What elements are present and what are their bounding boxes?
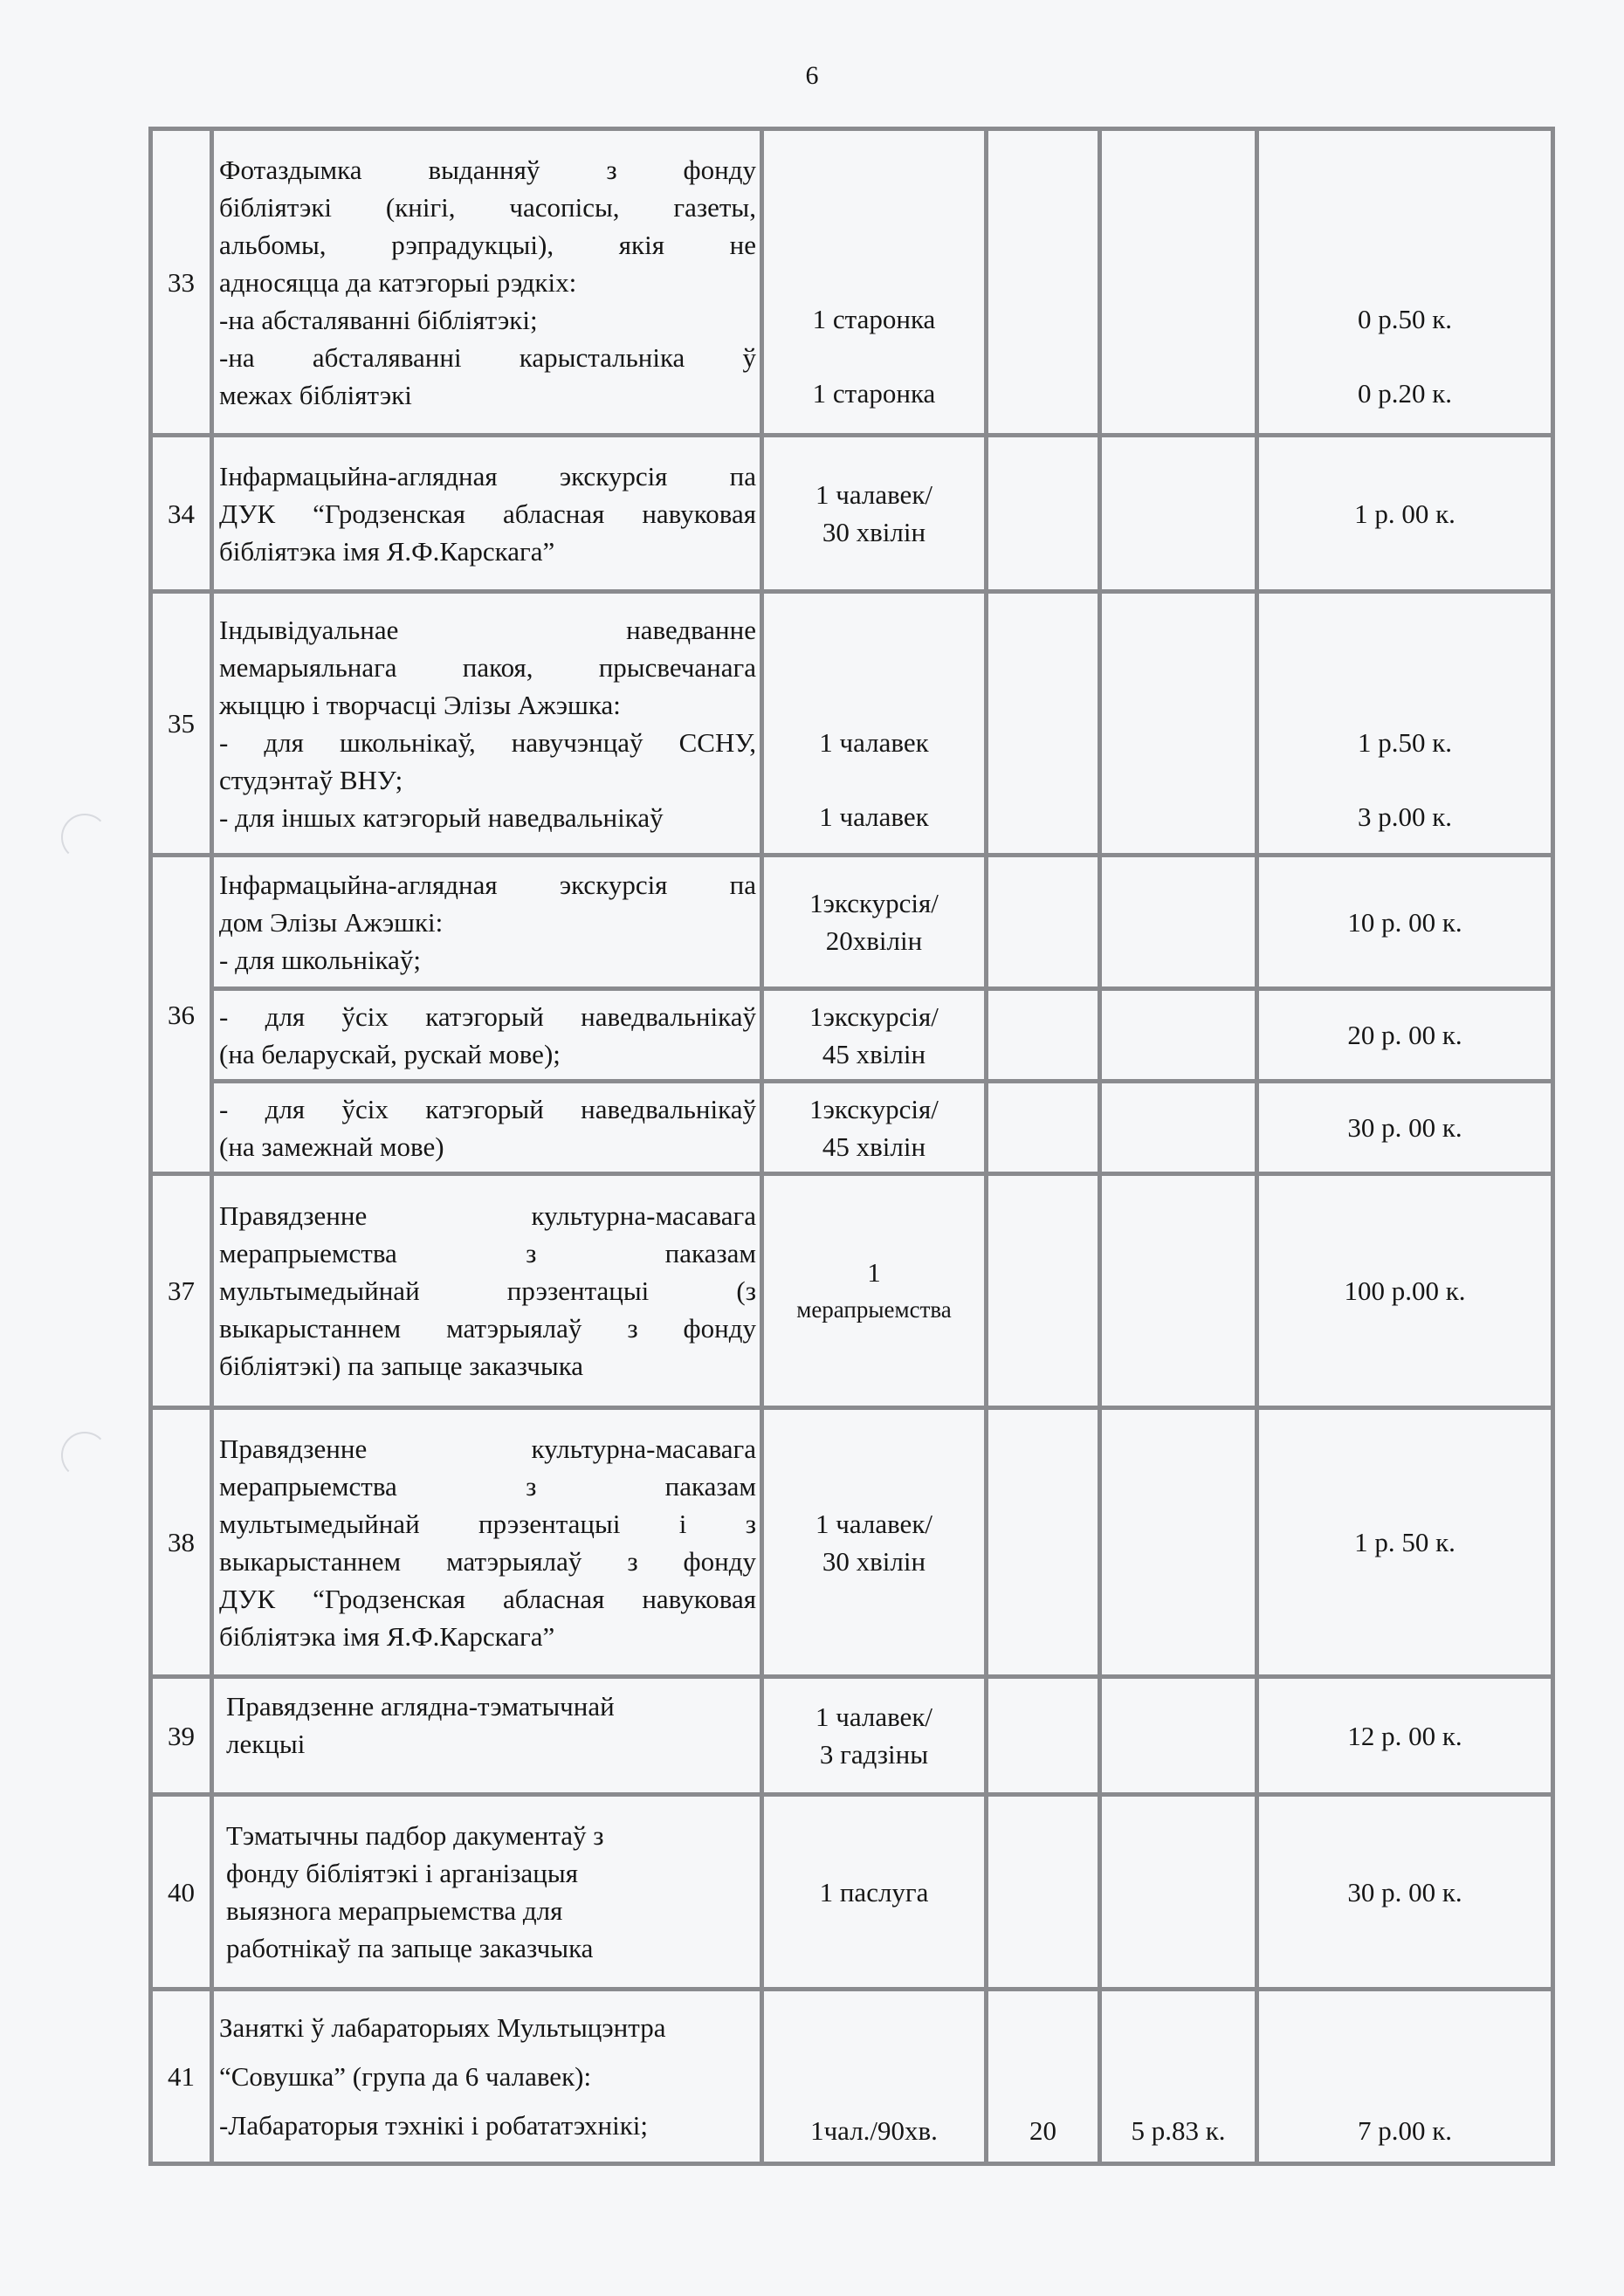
unit-value: 1 старонка [812, 304, 936, 334]
description-line: выкарыстаннем матэрыялаў з фонду [219, 1313, 756, 1344]
price-value: 100 р.00 к. [1257, 1174, 1553, 1408]
description-line: (на беларускай, рускай мове); [219, 1038, 561, 1069]
empty-cell [1100, 1174, 1257, 1408]
description-line: дом Элізы Ажэшкі: [219, 906, 444, 938]
unit-cell [762, 129, 987, 436]
service-description [212, 989, 762, 1082]
description-line: Правядзенне аглядна-тэматычнай [226, 1691, 615, 1722]
price-cell [1257, 592, 1553, 856]
price-value: 3 р.00 к. [1357, 801, 1453, 832]
description-line: - для ўсіх катэгорый наведвальнікаў [219, 1000, 756, 1032]
price-value: 10 р. 00 к. [1257, 856, 1553, 989]
price-value: 1 р. 00 к. [1257, 436, 1553, 592]
unit-cell [762, 1408, 987, 1677]
description-line: Заняткі ў лабараторыях Мультыцэнтра [219, 2011, 666, 2043]
unit-value: мерапрыемства [796, 1296, 952, 1323]
description-line: Правядзенне культурна-масавага [219, 1200, 756, 1231]
empty-cell [987, 1795, 1100, 1990]
empty-cell [1100, 989, 1257, 1082]
description-line: Фотаздымка выданняў з фонду [219, 154, 756, 185]
row-number: 39 [151, 1677, 212, 1795]
description-line: мемарыяльнага пакоя, прысвечанага [219, 651, 756, 683]
punch-hole-mark [61, 1432, 108, 1479]
unit-value: 1экскурсія/ [809, 1000, 939, 1032]
unit-value: 45 хвілін [822, 1038, 926, 1069]
unit-value: 1экскурсія/ [809, 1093, 939, 1124]
unit-cell [762, 1174, 987, 1408]
description-line: лекцыі [226, 1729, 306, 1759]
table-row [151, 1677, 1553, 1795]
unit-value: 1чал./90хв. [762, 1990, 987, 2164]
description-line: Інфармацыйна-аглядная экскурсія па [219, 869, 756, 900]
unit-value: 1 чалавек [819, 801, 929, 832]
unit-value: 1 чалавек/ [815, 1701, 932, 1732]
description-line: ДУК “Гродзенская абласная навуковая [219, 1583, 756, 1614]
unit-value: 45 хвілін [822, 1131, 926, 1162]
empty-cell [987, 592, 1100, 856]
row-number: 35 [151, 592, 212, 856]
description-line: межах бібліятэкі [219, 379, 412, 410]
fee-table [148, 127, 1555, 2166]
table-row [151, 436, 1553, 592]
unit-cell [762, 1082, 987, 1174]
unit-value: 1 паслуга [762, 1795, 987, 1990]
row-number: 33 [151, 129, 212, 436]
price-cell [1257, 129, 1553, 436]
empty-cell [987, 989, 1100, 1082]
empty-cell [1100, 129, 1257, 436]
description-line: Тэматычны падбор дакументаў з [226, 1820, 604, 1851]
service-description [212, 592, 762, 856]
empty-cell [1100, 592, 1257, 856]
price-value: 0 р.20 к. [1357, 378, 1453, 409]
description-line: Правядзенне культурна-масавага [219, 1433, 756, 1464]
description-line: -на абсталяванні карыстальніка ў [219, 341, 756, 373]
page-number: 6 [805, 61, 819, 90]
service-description [212, 1082, 762, 1174]
empty-cell [987, 856, 1100, 989]
table-row [151, 1174, 1553, 1408]
description-line: жыццю і творчасці Элізы Ажэшка: [219, 689, 621, 720]
row-number: 34 [151, 436, 212, 592]
empty-cell [1100, 856, 1257, 989]
description-line: - для школьнікаў, навучэнцаў ССНУ, [219, 726, 756, 758]
empty-cell [987, 1082, 1100, 1174]
description-line: Індывідуальнае наведванне [219, 614, 756, 645]
unit-cell [762, 856, 987, 989]
unit-cell [762, 1677, 987, 1795]
service-description [212, 1795, 762, 1990]
description-line: - для ўсіх катэгорый наведвальнікаў [219, 1093, 756, 1124]
table-row [151, 1990, 1553, 2164]
empty-cell [1100, 1677, 1257, 1795]
description-line: мерапрыемства з паказам [219, 1238, 756, 1268]
table-row [151, 592, 1553, 856]
row-number: 41 [151, 1990, 212, 2164]
unit-value: 1 [867, 1256, 881, 1288]
description-line: бібліятэкі (кнігі, часопісы, газеты, [219, 191, 756, 223]
unit-cell [762, 592, 987, 856]
service-description [212, 856, 762, 989]
description-line: мультымедыйнай прэзентацыі (з [219, 1275, 756, 1306]
service-description [212, 1174, 762, 1408]
row-number: 38 [151, 1408, 212, 1677]
service-description [212, 129, 762, 436]
description-line: -Лабараторыя тэхнікі і робататэхнікі; [219, 2109, 648, 2141]
unit-value: 1экскурсія/ [809, 888, 939, 918]
unit-value: 1 чалавек/ [815, 479, 932, 510]
unit-value: 30 хвілін [822, 517, 926, 547]
description-line: -на абсталяванні бібліятэкі; [219, 304, 538, 335]
empty-cell [1100, 1082, 1257, 1174]
unit-cell [762, 436, 987, 592]
table-row [151, 1795, 1553, 1990]
description-line: Інфармацыйна-аглядная экскурсія па [219, 460, 756, 492]
unit-value: 1 чалавек [819, 726, 929, 758]
service-description [212, 1677, 762, 1795]
cost-value: 5 р.83 к. [1100, 1990, 1257, 2164]
price-value: 30 р. 00 к. [1257, 1795, 1553, 1990]
table-row [151, 1408, 1553, 1677]
description-line: студэнтаў ВНУ; [219, 764, 403, 795]
description-line: фонду бібліятэкі і арганізацыя [226, 1858, 578, 1888]
table-row [151, 129, 1553, 436]
description-line: ДУК “Гродзенская абласная навуковая [219, 498, 756, 529]
empty-cell [987, 1408, 1100, 1677]
row-number: 40 [151, 1795, 212, 1990]
description-line: бібліятэка імя Я.Ф.Карскага” [219, 1620, 555, 1652]
unit-value: 1 старонка [812, 378, 936, 409]
price-value: 12 р. 00 к. [1257, 1677, 1553, 1795]
service-description [212, 1408, 762, 1677]
description-line: работнікаў па запыце заказчыка [226, 1933, 594, 1963]
description-line: “Совушка” (група да 6 чалавек): [219, 2060, 592, 2092]
unit-value: 3 гадзіны [819, 1739, 929, 1770]
description-line: выязнога мерапрыемства для [226, 1895, 563, 1926]
empty-cell [1100, 436, 1257, 592]
empty-cell [987, 1677, 1100, 1795]
empty-cell [1100, 1795, 1257, 1990]
description-line: адносяцца да катэгорыі рэдкіх: [219, 266, 577, 298]
description-line: мерапрыемства з паказам [219, 1470, 756, 1502]
row-number: 37 [151, 1174, 212, 1408]
description-line: выкарыстаннем матэрыялаў з фонду [219, 1545, 756, 1577]
description-line: альбомы, рэпрадукцыі), якія не [219, 229, 756, 260]
description-line: бібліятэкі) па запыце заказчыка [219, 1351, 584, 1381]
table-row [151, 856, 1553, 989]
price-value: 1 р. 50 к. [1257, 1408, 1553, 1677]
unit-cell [762, 989, 987, 1082]
description-line: мультымедыйнай прэзентацыі і з [219, 1508, 756, 1539]
service-description [212, 1990, 762, 2164]
empty-cell [987, 129, 1100, 436]
description-line: - для школьнікаў; [219, 944, 422, 975]
unit-value: 30 хвілін [822, 1545, 926, 1577]
unit-value: 1 чалавек/ [815, 1508, 932, 1539]
empty-cell [987, 436, 1100, 592]
quantity-value: 20 [987, 1990, 1100, 2164]
price-value: 1 р.50 к. [1357, 726, 1453, 758]
table-row [151, 1082, 1553, 1174]
price-value: 0 р.50 к. [1357, 304, 1453, 334]
price-value: 30 р. 00 к. [1257, 1082, 1553, 1174]
unit-value: 20хвілін [825, 925, 923, 956]
punch-hole-mark [61, 814, 108, 861]
description-line: - для іншых катэгорый наведвальнікаў [219, 801, 664, 833]
empty-cell [987, 1174, 1100, 1408]
table-row [151, 989, 1553, 1082]
service-description [212, 436, 762, 592]
price-value: 7 р.00 к. [1257, 1990, 1553, 2164]
description-line: (на замежнай мове) [219, 1131, 444, 1162]
empty-cell [1100, 1408, 1257, 1677]
row-number: 36 [151, 856, 212, 1174]
description-line: бібліятэка імя Я.Ф.Карскага” [219, 535, 555, 567]
price-value: 20 р. 00 к. [1257, 989, 1553, 1082]
